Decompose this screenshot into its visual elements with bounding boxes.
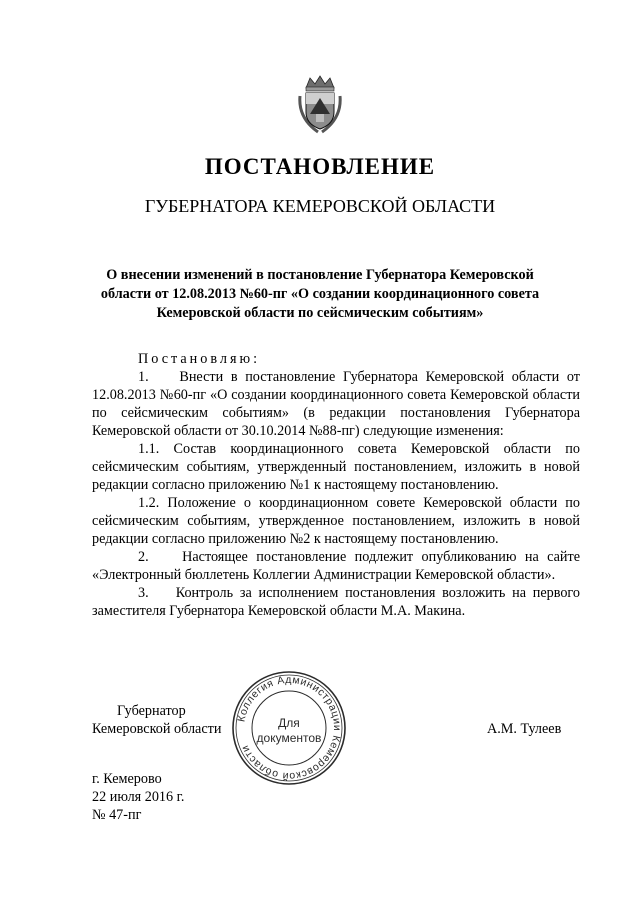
signatory-title: Губернатор (117, 703, 186, 719)
document-number: № 47-пг (92, 807, 142, 823)
heading-line: О внесении изменений в постановление Губернатора Кемеровской (106, 267, 534, 283)
document-title: ПОСТАНОВЛЕНИЕ (204, 154, 436, 179)
document-body (92, 350, 580, 620)
decree-intro: Постановляю: (138, 351, 261, 367)
clause-3: 3. Контроль за исполнением постановления возложить на первого заместителя Губернатора Кемеровской области М.А. Макина. (92, 585, 580, 619)
heading-line: Кемеровской области по сейсмическим событиям» (156, 305, 484, 321)
stamp-ring-text: Коллегия Администрации Кемеровской области (235, 673, 344, 783)
document-footer (92, 770, 184, 824)
clause-2: 2. Настоящее постановление подлежит опубликованию на сайте «Электронный бюллетень Коллегии Администрации Кемеровской области». (92, 549, 580, 583)
coat-of-arms-icon (296, 74, 344, 136)
heading-line: области от 12.08.2013 №60-пг «О создании координационного совета (100, 286, 540, 302)
signatory-region: Кемеровской области (92, 721, 222, 737)
stamp-center-line: Для (278, 716, 300, 730)
issue-date: 22 июля 2016 г. (92, 789, 185, 805)
document-issuer: ГУБЕРНАТОРА КЕМЕРОВСКОЙ ОБЛАСТИ (144, 196, 496, 216)
official-stamp (230, 669, 348, 787)
clause-1-2: 1.2. Положение о координационном совете Кемеровской области по сейсмическим событиям, утвержденное постановлением, изложить в новой редакции согласно приложению №2 к настоящему постановлению. (92, 495, 580, 547)
issue-city: г. Кемерово (92, 771, 162, 787)
signatory-name: А.М. Тулеев (487, 721, 562, 737)
clause-1: 1. Внести в постановление Губернатора Кемеровской области от 12.08.2013 №60-пг «О создании координационного совета Кемеровской области по сейсмическим событиям» (в редакции постановления Губернатора Кемеровской области от 30.10.2014 №88-пг) следующие изменения: (92, 369, 580, 439)
stamp-center-line: документов (256, 731, 322, 745)
clause-1-1: 1.1. Состав координационного совета Кемеровской области по сейсмическим событиям, утвержденный постановлением, изложить в новой редакции согласно приложению №1 к настоящему постановлению. (92, 441, 580, 493)
document-heading (90, 266, 550, 323)
